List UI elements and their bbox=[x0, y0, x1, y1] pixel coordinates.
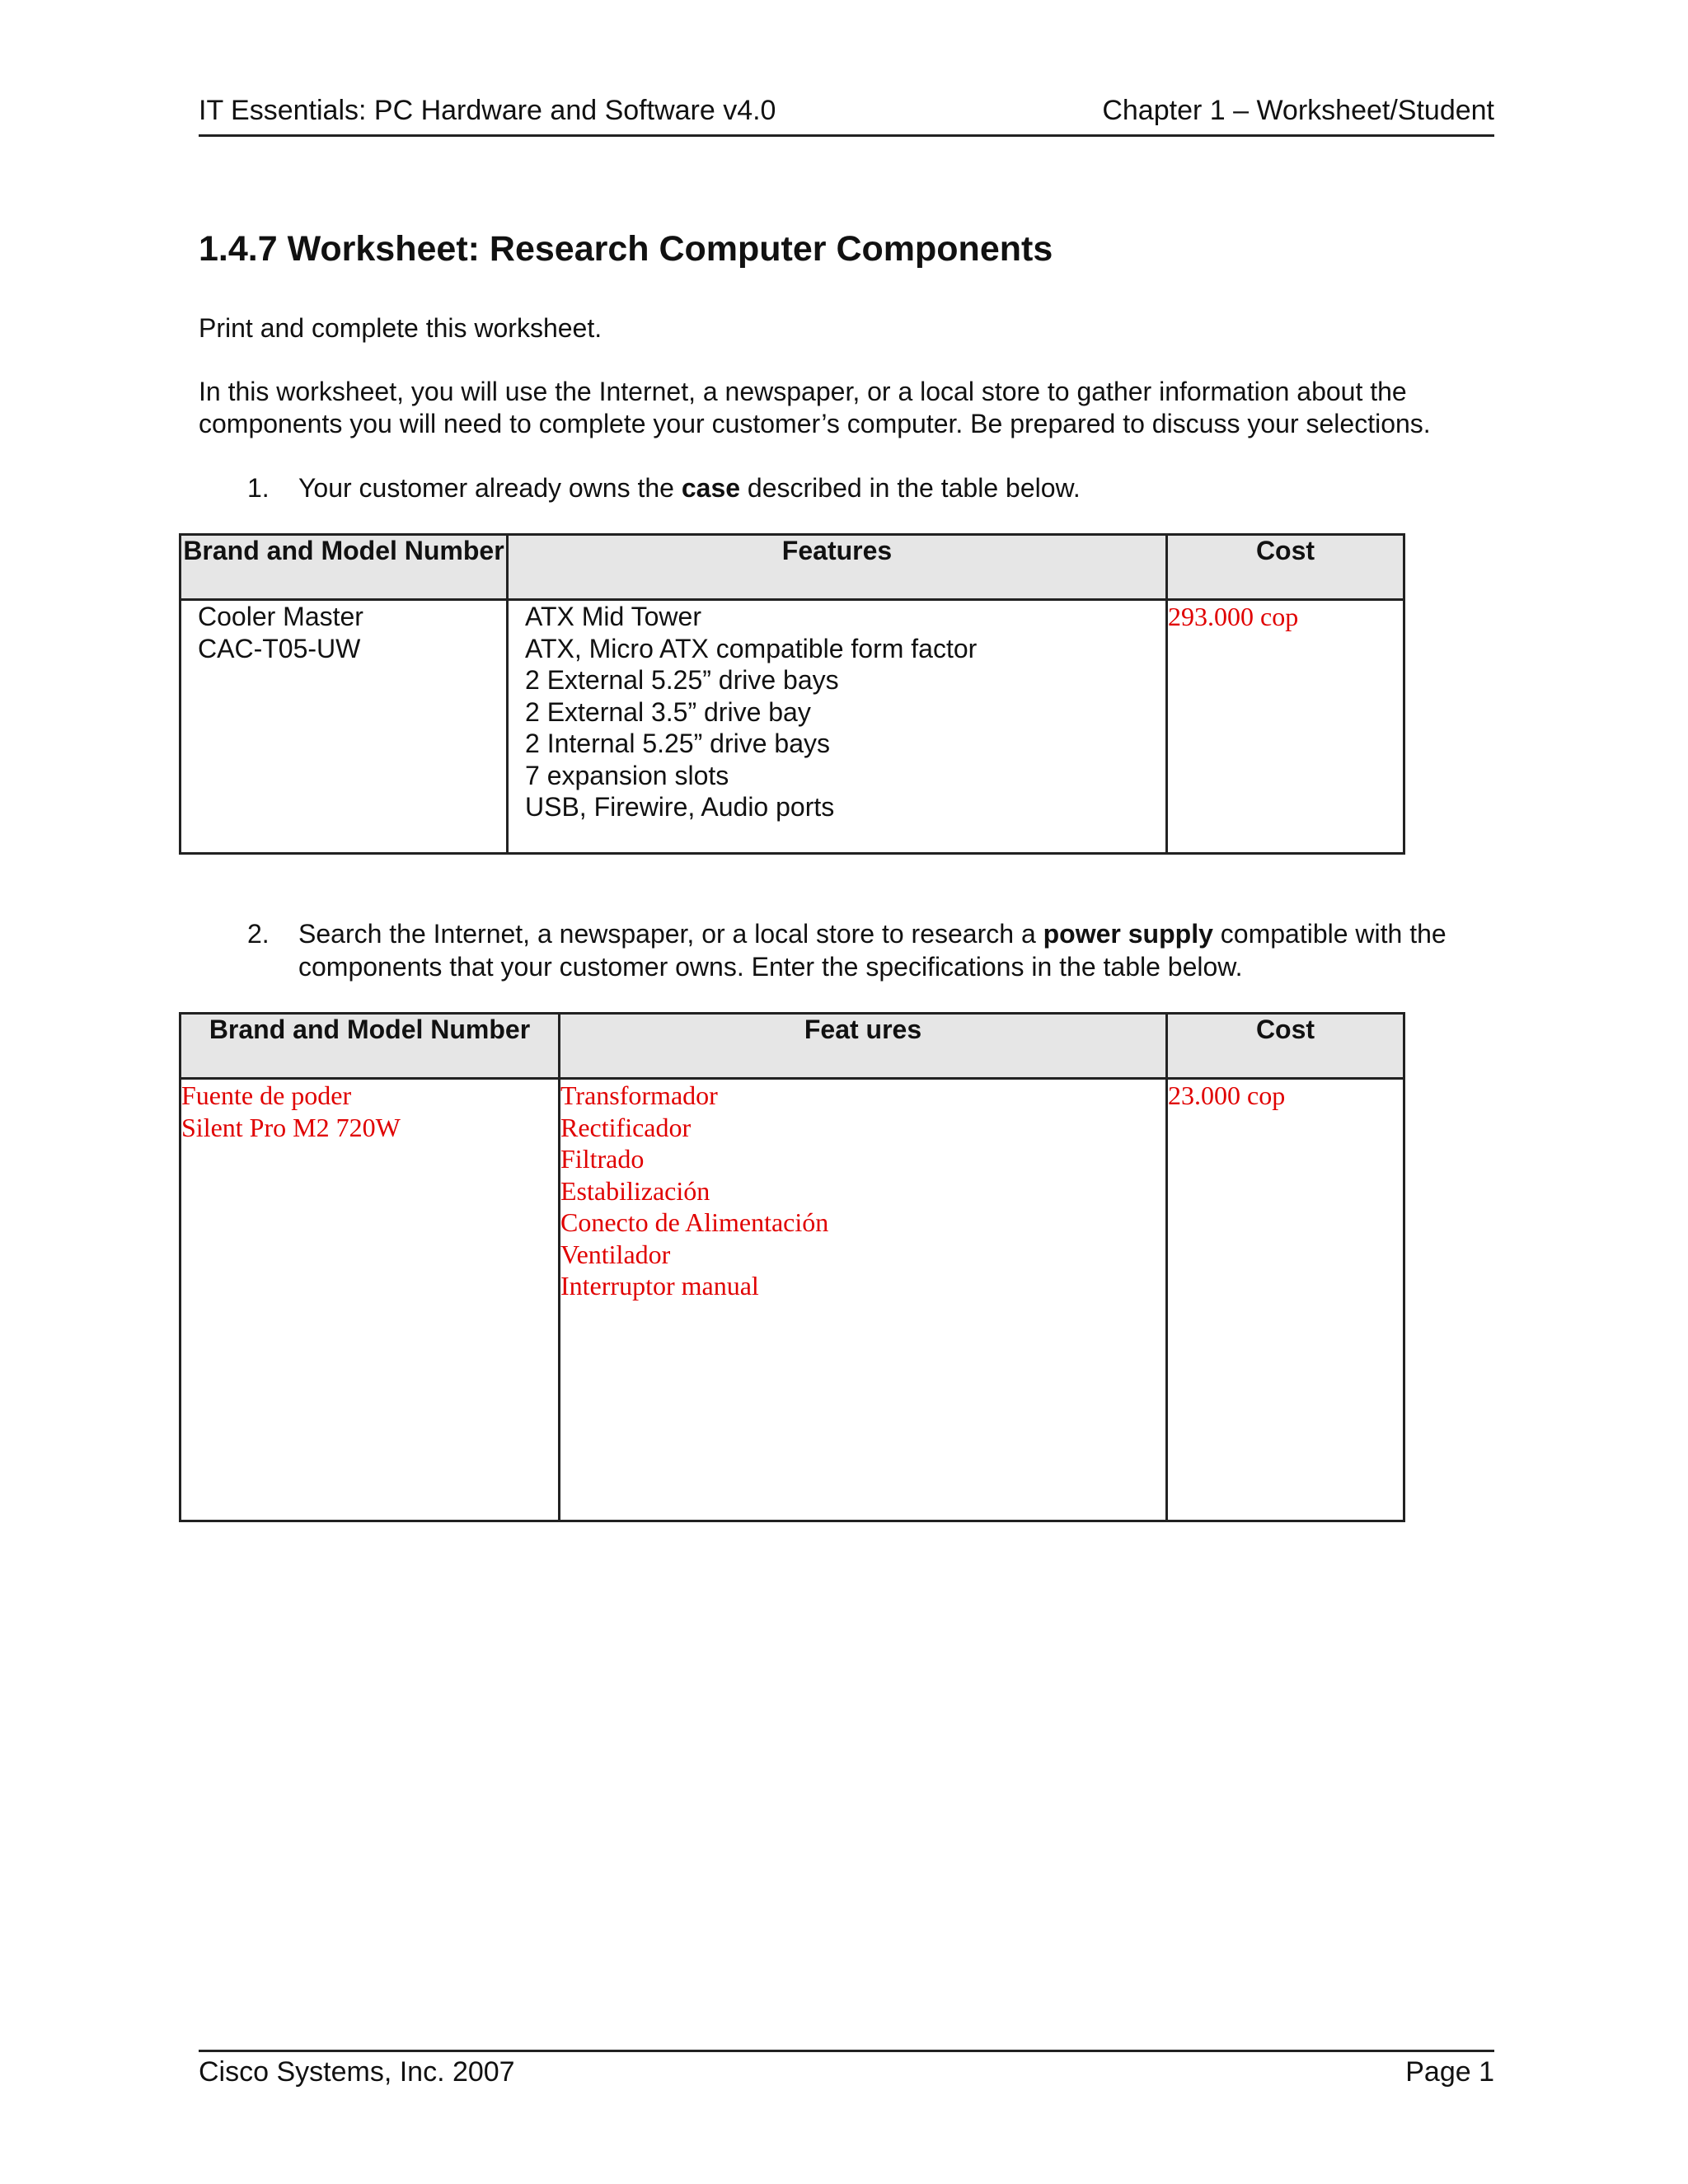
case-cost-cell bbox=[1167, 600, 1404, 854]
case-feature: 2 External 5.25” drive bays bbox=[525, 665, 839, 695]
case-features-header: Features bbox=[508, 535, 1167, 600]
case-feature: ATX, Micro ATX compatible form factor bbox=[525, 633, 978, 663]
step-2 bbox=[247, 917, 1484, 983]
step-2-number: 2. bbox=[247, 919, 270, 949]
case-table bbox=[179, 533, 1405, 855]
psu-feature: Ventilador bbox=[560, 1239, 671, 1269]
footer-left: Cisco Systems, Inc. 2007 bbox=[199, 2056, 515, 2088]
psu-brand-header: Brand and Model Number bbox=[181, 1014, 560, 1079]
psu-features-cell bbox=[560, 1079, 1167, 1521]
worksheet-title: 1.4.7 Worksheet: Research Computer Components bbox=[199, 229, 1053, 269]
case-table-row bbox=[181, 600, 1404, 854]
case-model-line: CAC-T05-UW bbox=[198, 633, 361, 663]
psu-model-line: Silent Pro M2 720W bbox=[181, 1112, 401, 1142]
step-1-number: 1. bbox=[247, 473, 270, 503]
psu-brand-cell bbox=[181, 1079, 560, 1521]
case-feature: 7 expansion slots bbox=[525, 760, 729, 790]
case-table-header-row bbox=[181, 535, 1404, 600]
psu-cost-header: Cost bbox=[1167, 1014, 1404, 1079]
case-feature: USB, Firewire, Audio ports bbox=[525, 792, 835, 822]
case-feature: 2 External 3.5” drive bay bbox=[525, 696, 811, 727]
power-supply-table-row bbox=[181, 1079, 1404, 1521]
psu-features-header: Feat ures bbox=[560, 1014, 1167, 1079]
step-2-text-after: compatible with the components that your customer owns. Enter the specifications in the table below. bbox=[298, 919, 1447, 982]
step-2-bold: power supply bbox=[1043, 919, 1213, 949]
psu-feature: Filtrado bbox=[560, 1144, 645, 1174]
case-brand-line: Cooler Master bbox=[198, 602, 363, 631]
step-1-text-after: described in the table below. bbox=[740, 473, 1081, 503]
intro-text: Print and complete this worksheet. bbox=[199, 313, 603, 343]
footer-page-number: Page 1 bbox=[1405, 2056, 1494, 2088]
description-text: In this worksheet, you will use the Internet, a newspaper, or a local store to gather information about the components you will need to complete your customer’s computer. Be prepared to discuss your selections. bbox=[199, 377, 1431, 438]
psu-cost-cell bbox=[1167, 1079, 1404, 1521]
power-supply-table-header-row bbox=[181, 1014, 1404, 1079]
header-rule bbox=[199, 134, 1494, 137]
step-2-text-before: Search the Internet, a newspaper, or a local store to research a bbox=[298, 919, 1043, 949]
power-supply-table bbox=[179, 1012, 1405, 1522]
step-1-bold: case bbox=[681, 473, 741, 503]
psu-brand-line: Fuente de poder bbox=[181, 1080, 352, 1110]
step-2-text bbox=[298, 917, 1510, 983]
case-features-cell bbox=[508, 600, 1167, 854]
psu-feature: Interruptor manual bbox=[560, 1271, 759, 1301]
step-1-text-before: Your customer already owns the bbox=[298, 473, 682, 503]
case-cost-value: 293.000 cop bbox=[1168, 602, 1299, 631]
header-right: Chapter 1 – Worksheet/Student bbox=[1102, 95, 1494, 126]
case-feature: 2 Internal 5.25” drive bays bbox=[525, 729, 830, 758]
psu-feature: Transformador bbox=[560, 1080, 718, 1110]
psu-feature: Estabilización bbox=[560, 1175, 710, 1206]
case-feature: ATX Mid Tower bbox=[525, 602, 701, 631]
psu-feature: Rectificador bbox=[560, 1112, 692, 1142]
step-1-text bbox=[298, 471, 1518, 504]
psu-cost-value: 23.000 cop bbox=[1168, 1080, 1286, 1110]
footer-rule bbox=[199, 2050, 1494, 2052]
case-cost-header: Cost bbox=[1167, 535, 1404, 600]
case-brand-cell bbox=[181, 600, 508, 854]
psu-feature: Conecto de Alimentación bbox=[560, 1207, 829, 1237]
case-brand-header: Brand and Model Number bbox=[181, 535, 508, 600]
header-left: IT Essentials: PC Hardware and Software v4.0 bbox=[199, 95, 776, 126]
